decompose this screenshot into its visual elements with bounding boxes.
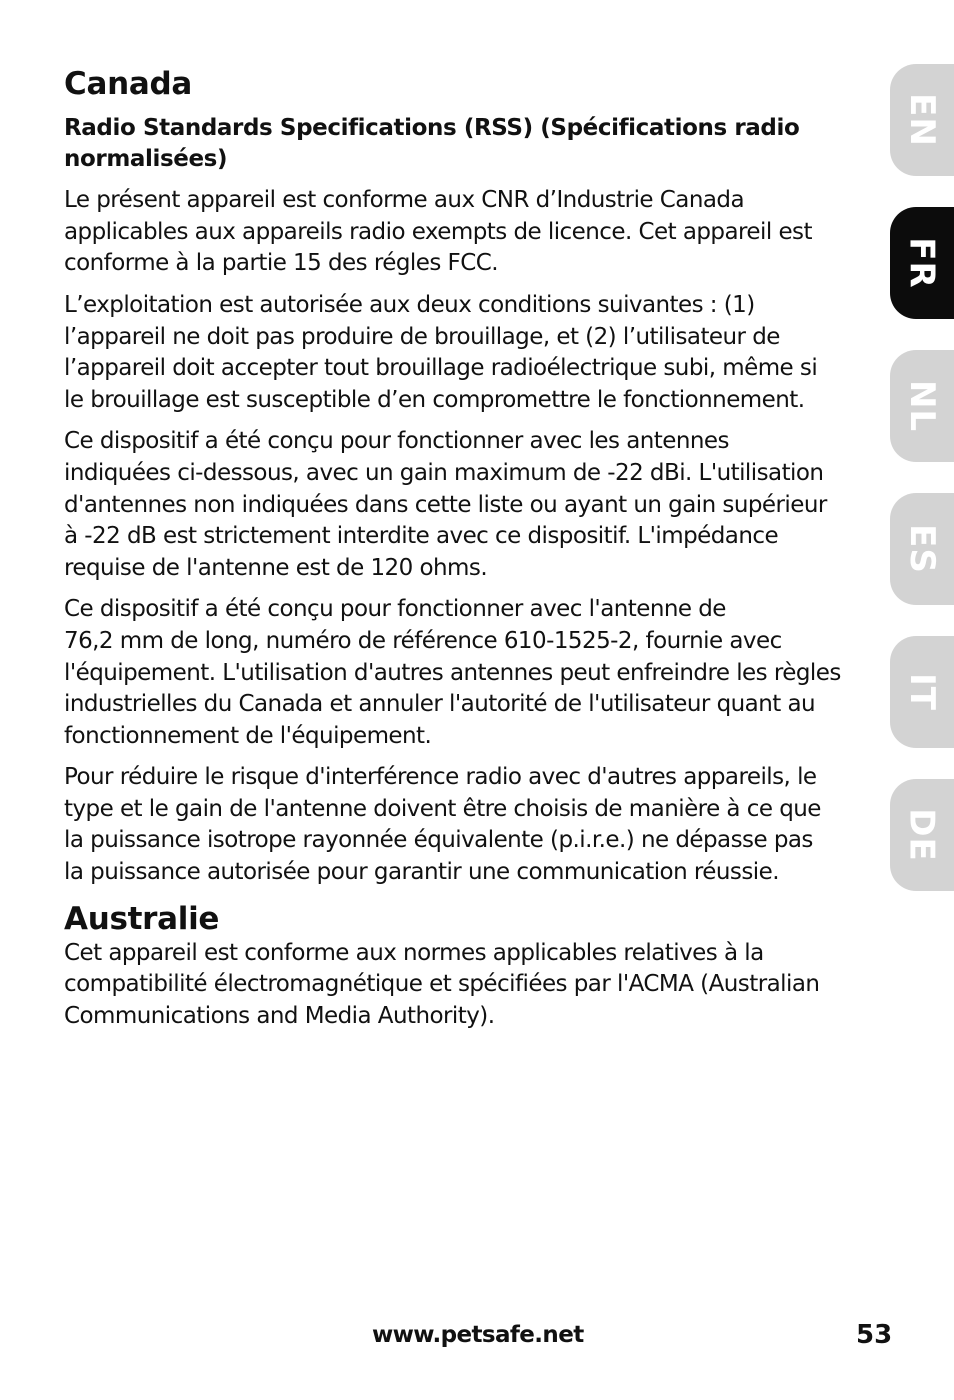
lang-tab-it[interactable]: [890, 636, 954, 748]
lang-tab-es[interactable]: [890, 493, 954, 605]
page-number: 53: [856, 1320, 893, 1350]
canada-paragraph-2: L’exploitation est autorisée aux deux conditions suivantes : (1) l’appareil ne doit pas produire de brouillage, et (2) l’utilisateur de l’appareil doit accepter tout brouillage radioélectrique subi, même si le brouillage est susceptible d’en compromettre le fonctionnement.: [64, 291, 818, 413]
canada-paragraph-3: Ce dispositif a été conçu pour fonctionner avec les antennes indiquées ci-dessous, avec un gain maximum de -22 dBi. L'utilisation d'antennes non indiquées dans cette liste ou ayant un gain supérieur à -22 dB est strictement interdite avec ce dispositif. L'impédance requise de l'antenne est de 120 ohms.: [64, 428, 827, 581]
lang-tab-en[interactable]: [890, 64, 954, 176]
lang-tab-de[interactable]: [890, 779, 954, 891]
canada-paragraph-5: Pour réduire le risque d'interférence radio avec d'autres appareils, le type et le gain de l'antenne doivent être choisis de manière à ce que la puissance isotrope rayonnée équivalente (p.i.r.e.) ne dépasse pas la puissance autorisée pour garantir une communication réussie.: [64, 764, 821, 886]
section-title-australie: Australie: [64, 900, 220, 937]
lang-tab-label: NL: [902, 379, 942, 433]
australie-paragraph: Cet appareil est conforme aux normes applicables relatives à la compatibilité électromagnétique et spécifiées par l'ACMA (Australian Communications and Media Authority).: [64, 939, 820, 1030]
rss-subtitle: Radio Standards Specifications (RSS) (Spécifications radio normalisées): [64, 115, 800, 173]
footer-url: www.petsafe.net: [372, 1322, 584, 1348]
lang-tab-nl[interactable]: [890, 350, 954, 462]
lang-tab-label: FR: [902, 237, 942, 289]
canada-paragraph-1: Le présent appareil est conforme aux CNR d’Industrie Canada applicables aux appareils radio exempts de licence. Cet appareil est conforme à la partie 15 des régles FCC.: [64, 187, 812, 277]
lang-tab-fr[interactable]: [890, 207, 954, 319]
lang-tab-label: IT: [902, 673, 942, 711]
page-content: [64, 66, 864, 1043]
lang-tab-label: ES: [902, 524, 942, 574]
lang-tab-label: EN: [902, 93, 942, 147]
lang-tab-label: DE: [901, 808, 942, 862]
canada-paragraph-4: Ce dispositif a été conçu pour fonctionner avec l'antenne de 76,2 mm de long, numéro de référence 610-1525-2, fournie avec l'équipement. L'utilisation d'autres antennes peut enfreindre les règles industrielles du Canada et annuler l'autorité de l'utilisateur quant au fonctionnement de l'équipement.: [64, 596, 841, 749]
section-title-canada: Canada: [64, 66, 192, 102]
